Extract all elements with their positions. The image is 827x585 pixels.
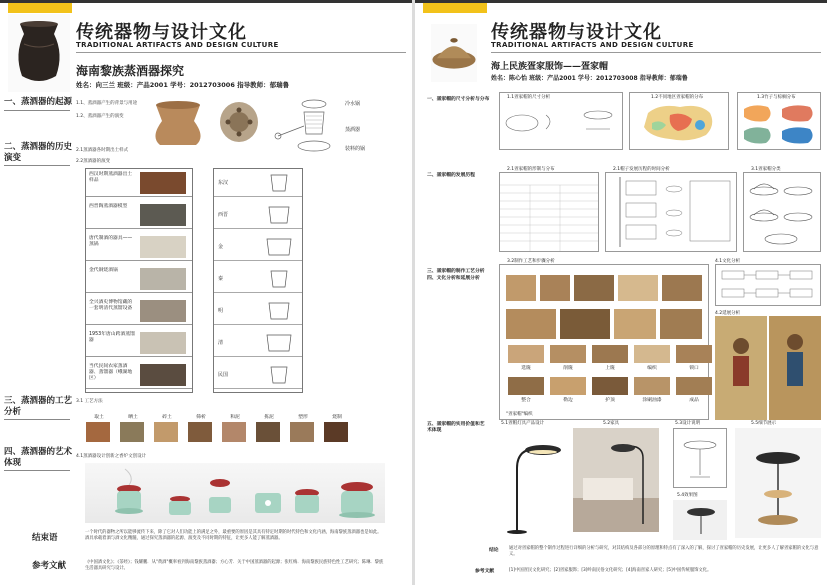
craft-step xyxy=(86,413,112,442)
craft-step-label: 整合 xyxy=(521,398,531,403)
craft-step xyxy=(290,413,316,442)
section-craft-line1: 三、疍家帽的制作工艺分析 xyxy=(427,269,485,274)
craft-step-photo xyxy=(592,377,628,395)
craft-step-cell xyxy=(550,377,586,405)
dynasty-row xyxy=(214,233,302,261)
section-origin: 一、蒸酒器的起源 xyxy=(4,97,73,107)
history-row-photo xyxy=(140,364,186,386)
conclusion-text: 通过对疍家帽的整个制作过程进行详细的分析与研究，对其结构及各部分的原理和特点有了深入的了解，探讨了疍家帽的历史发展，让更多人了解疍家帽的文化与意义。 xyxy=(509,546,819,558)
history-photo-table xyxy=(85,168,193,393)
craft-step-photo xyxy=(290,422,314,442)
craft-step-photo xyxy=(324,422,348,442)
history-row xyxy=(86,201,192,229)
panel-label-1-2: 1.2不同地区疍家帽的分布 xyxy=(651,95,704,100)
lamp-detail-render xyxy=(735,428,821,538)
history-row-photo xyxy=(140,300,186,322)
panel-label-5-5: 5.5细节展示 xyxy=(751,421,777,426)
china-map-panel xyxy=(629,92,729,150)
header-rule xyxy=(491,52,821,53)
craft-step-photo xyxy=(256,422,280,442)
history-row-caption: 唐代制酒的器具——蒸锅 xyxy=(89,236,133,247)
dynasty-sketch-table xyxy=(213,168,303,393)
history-row xyxy=(86,265,192,293)
craft-step-label: 和泥 xyxy=(230,415,240,420)
still-sketch xyxy=(264,331,294,355)
history-row-photo xyxy=(140,236,186,258)
diagram-label-still: 蒸酒器 xyxy=(345,127,361,133)
dynasty-label: 民国 xyxy=(218,372,229,378)
craft-step-cell xyxy=(634,377,670,405)
panel-label-5-2: 5.2家具 xyxy=(603,421,620,426)
sub-4-1: 4.1蒸酒器设计创新之香炉文创设计 xyxy=(76,454,147,459)
dynasty-row xyxy=(214,169,302,197)
still-structure-diagram xyxy=(270,96,342,156)
dynasty-label: 秦 xyxy=(218,276,224,282)
history-row-photo xyxy=(140,204,186,226)
craft-step-label: 编织 xyxy=(647,366,657,371)
craft-step-photo xyxy=(508,345,544,363)
header-rule xyxy=(76,52,406,53)
section-divider xyxy=(4,110,70,111)
interior-render xyxy=(573,428,659,532)
section-history-line1: 二、蒸酒器的历史 xyxy=(4,142,73,152)
craft-step-photo xyxy=(120,422,144,442)
still-sketch xyxy=(264,171,294,195)
incense-burner-image xyxy=(85,463,385,523)
hat-classification-panel xyxy=(743,172,821,252)
section-craft-line2: 四、文化分析和延展分析 xyxy=(427,276,480,281)
history-row-caption: 西汉时期蒸酒器出土样品 xyxy=(89,172,133,183)
still-sketch xyxy=(264,299,294,323)
design-notes-panel xyxy=(673,428,727,488)
panel-label-4-1: 4.1文化分析 xyxy=(715,259,741,264)
student-meta: 姓名：向三兰 班级：产品2001 学号：2012703006 指导教师：郁瑞鲁 xyxy=(76,81,290,89)
sub-3-1: 3.1 工艺方法 xyxy=(76,399,103,404)
craft-step-photo xyxy=(154,422,178,442)
history-row-caption: 金代铜烧酒锅 xyxy=(89,268,118,273)
sub-2-1: 2.1蒸酒器各时期出土样式 xyxy=(76,148,129,153)
craft-step-label: 削篾 xyxy=(563,366,573,371)
history-row-caption: 西晋陶蒸酒器模型 xyxy=(89,204,128,209)
dynasty-row xyxy=(214,201,302,229)
craft-step-photo xyxy=(222,422,246,442)
craft-step-label: 取土 xyxy=(94,415,104,420)
craft-step-label: 上篾 xyxy=(605,366,615,371)
craft-step-photo xyxy=(634,377,670,395)
craft-step xyxy=(222,413,248,442)
craft-step-label: 锁口 xyxy=(689,366,699,371)
history-row xyxy=(86,361,192,389)
accent-tab xyxy=(8,3,72,13)
panel-label-2-3: 3.1疍家帽分类 xyxy=(751,167,781,172)
conclusion-text: 一个时代的器物之所以能够流传下来，除了它对人们功能上的满足之外，最重要的原因是其具有特定时期的时代特色和文化内涵，海南黎族蒸酒器也是如此。酒具承载着酒与酒文化精髓，通过探究蒸酒器的起源、演变及不同时期的特征，让更多人能了解蒸酒器。 xyxy=(85,530,382,542)
diagram-label-cold-pot: 冷水锅 xyxy=(345,101,361,107)
dynasty-row xyxy=(214,329,302,357)
references-text: [1]中国疍民文化研究；[2]疍家服饰；[3]岭南民俗文化研究；[4]海南疍家人研究；[5]中国传统服饰文化。 xyxy=(509,568,712,573)
craft-step-photo xyxy=(86,422,110,442)
section-size: 一、疍家帽的尺寸分析与分布 xyxy=(427,97,490,102)
still-sketch xyxy=(264,203,294,227)
project-title: 海南黎族蒸酒器探究 xyxy=(76,64,185,78)
section-development: 二、疍家帽的发展历程 xyxy=(427,173,475,178)
craft-step-cell xyxy=(634,345,670,373)
craft-step-label: 成品 xyxy=(689,398,699,403)
dynasty-row xyxy=(214,297,302,325)
section-craft-line2: 分析 xyxy=(4,407,22,417)
dynasty-row xyxy=(214,361,302,389)
panel-label-2-1: 2.1疍家帽的形制与分布 xyxy=(507,167,555,172)
size-analysis-panel xyxy=(499,92,623,150)
references-text: 《中国酒文化》；《茶经》；钱耀鹏．从"黄酒"概率看到海南黎族蒸酒器；方心芳．关于中国蒸酒器的起源；张红梅．海南黎族民族特色性工艺研究；陈琳．黎族生活器具研究与设计。 xyxy=(85,560,384,572)
craft-step-label: 筛析 xyxy=(196,415,206,420)
history-row-photo xyxy=(140,332,186,354)
header-title-cn: 传统器物与设计文化 xyxy=(491,22,662,43)
student-meta: 姓名：陈心怡 班级：产品2001 学号：2012703008 指导教师：郁瑞鲁 xyxy=(491,75,688,82)
dynasty-label: 明 xyxy=(218,308,224,314)
history-row-photo xyxy=(140,172,186,194)
craft-step xyxy=(120,413,146,442)
conclusion-heading: 结论 xyxy=(489,548,499,553)
section-value-line2: 术体现 xyxy=(427,428,442,433)
craft-step xyxy=(256,413,282,442)
section-art-line1: 四、蒸酒器的艺术 xyxy=(4,447,73,457)
craft-step-cell xyxy=(592,345,628,373)
incense-burner-renders xyxy=(85,463,385,523)
craft-step-photo xyxy=(550,345,586,363)
still-sketch xyxy=(264,235,294,259)
craft-step-cell xyxy=(508,377,544,405)
craft-step xyxy=(324,413,350,442)
craft-step-photo xyxy=(676,345,712,363)
craft-step-cell xyxy=(592,377,628,405)
history-row xyxy=(86,329,192,357)
craft-step-cell xyxy=(676,377,712,405)
still-sketch xyxy=(264,267,294,291)
section-divider xyxy=(4,470,70,471)
history-row-caption: 全兴酒史博物馆藏的一套明清代蒸馏设备 xyxy=(89,300,133,311)
craft-step-label: 拣泥 xyxy=(264,415,274,420)
panel-label-1-3: 1.3竹子与棕榈分布 xyxy=(757,95,796,100)
poster-right xyxy=(415,0,827,585)
craft-step-photo xyxy=(188,422,212,442)
culture-analysis-panel xyxy=(715,264,821,306)
references-heading: 参考文献 xyxy=(475,569,495,574)
panel-label-4-2: 4.2延展分析 xyxy=(715,311,741,316)
craft-step xyxy=(188,413,214,442)
section-divider xyxy=(4,165,70,166)
craft-step-label: 选篾 xyxy=(521,366,531,371)
history-row-caption: 1953年唐山跨酒蒸馏器 xyxy=(89,332,135,343)
header-title-en: TRADITIONAL ARTIFACTS AND DESIGN CULTURE xyxy=(491,41,694,49)
lamp-effect-render xyxy=(673,500,727,540)
dynasty-label: 西晋 xyxy=(218,212,229,218)
craft-step-label: 护顶 xyxy=(605,398,615,403)
hero-hat-image xyxy=(423,24,485,82)
still-sketch xyxy=(264,363,294,387)
lamp-render-1 xyxy=(499,428,569,536)
panel-label-3-2: 3.2制作工艺和步骤分析 xyxy=(507,259,555,264)
craft-step-label: 勒边 xyxy=(563,398,573,403)
history-row xyxy=(86,233,192,261)
poster-left xyxy=(0,0,412,585)
craft-caption: "疍家帽"编织 xyxy=(506,412,533,417)
hero-pot-image xyxy=(8,14,70,92)
panel-label-5-3: 5.3设计说明 xyxy=(675,421,701,426)
craft-steps-panel xyxy=(499,264,709,420)
craft-step-photo xyxy=(676,377,712,395)
craft-step-label: 晒土 xyxy=(128,415,138,420)
sub-1-1: 1.1、蒸酒器产生的背景与用途 xyxy=(76,101,138,106)
craft-step-cell xyxy=(508,345,544,373)
bamboo-distribution-panel xyxy=(737,92,821,150)
dynasty-row xyxy=(214,265,302,293)
conclusion-heading: 结束语 xyxy=(32,533,58,543)
dynasty-label: 清 xyxy=(218,340,224,346)
clay-still-photo xyxy=(148,97,208,149)
clay-still-top-photo xyxy=(218,100,260,144)
craft-step-cell xyxy=(550,345,586,373)
shape-distribution-table xyxy=(499,172,599,252)
sub-1-2: 1.2、蒸酒器产生的演变 xyxy=(76,114,124,119)
craft-step xyxy=(154,413,180,442)
project-title: 海上民族疍家服饰——疍家帽 xyxy=(491,62,609,72)
panel-label-2-2: 2.1帽子发展历程的时间分析 xyxy=(613,167,670,172)
dynasty-label: 金 xyxy=(218,244,224,250)
craft-step-cell xyxy=(676,345,712,373)
header-title-cn: 传统器物与设计文化 xyxy=(76,22,247,43)
history-row xyxy=(86,169,192,197)
header-title-en: TRADITIONAL ARTIFACTS AND DESIGN CULTURE xyxy=(76,41,279,49)
craft-step-photo xyxy=(634,345,670,363)
craft-step-photo xyxy=(508,377,544,395)
section-value-line1: 五、疍家帽的实用价值和艺 xyxy=(427,422,485,427)
panel-label-5-1: 5.1疍帽灯具产品设计 xyxy=(501,421,545,426)
craft-step-label: 塑形 xyxy=(298,415,308,420)
diagram-label-material-pot: 装料的锅 xyxy=(345,146,366,152)
craft-step-label: 碎土 xyxy=(162,415,172,420)
craft-step-photo xyxy=(550,377,586,395)
craft-step-label: 涂刷油漆 xyxy=(642,398,662,403)
sub-2-2: 2.2蒸酒器的演变 xyxy=(76,159,111,164)
painting-extension-image xyxy=(715,316,821,420)
section-history-line2: 演变 xyxy=(4,153,22,163)
section-art-line2: 体现 xyxy=(4,458,22,468)
section-divider xyxy=(4,419,70,420)
panel-label-5-4: 5.4效果图 xyxy=(677,493,698,498)
timeline-panel xyxy=(605,172,737,252)
accent-tab xyxy=(423,3,487,13)
references-heading: 参考文献 xyxy=(32,561,67,571)
history-row-caption: 当代民间农家蒸酒器、蒸馏器（峨湖地区） xyxy=(89,364,133,381)
panel-label-1-1: 1.1疍家帽的尺寸分析 xyxy=(507,95,551,100)
craft-step-photo xyxy=(592,345,628,363)
history-row-photo xyxy=(140,268,186,290)
dynasty-label: 东汉 xyxy=(218,180,229,186)
history-row xyxy=(86,297,192,325)
section-craft-line1: 三、蒸酒器的工艺 xyxy=(4,396,73,406)
craft-step-label: 烧制 xyxy=(332,415,342,420)
